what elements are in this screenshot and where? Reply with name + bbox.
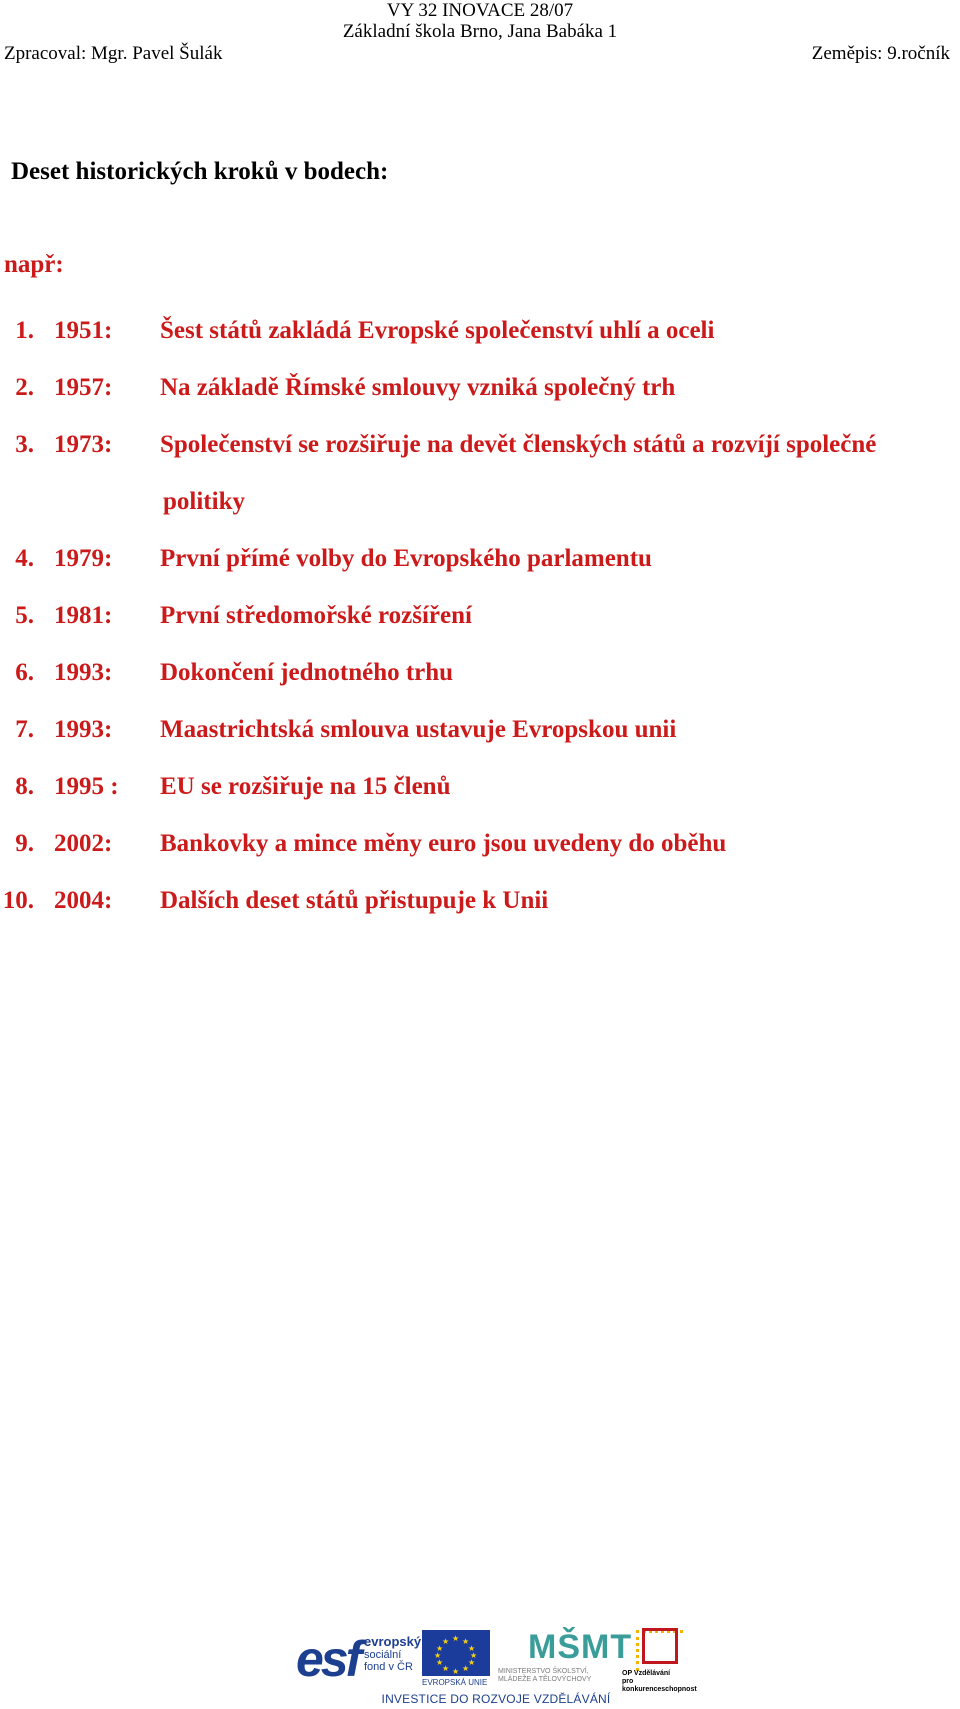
step-number: 9. [15,830,34,857]
esf-label [364,1636,421,1673]
esf-logo [296,1626,422,1688]
intro-label: např: [4,251,64,278]
msmt-logo [498,1628,633,1688]
op-label [622,1670,698,1694]
list-item [0,359,960,416]
msmt-mark-icon: MŠMT [528,1628,633,1666]
step-text: První středomořské rozšíření [160,602,472,629]
list-item [0,416,960,530]
step-year: 1951: [54,317,113,344]
author-line: Zpracoval: Mgr. Pavel Šulák [4,43,223,64]
list-item [0,872,960,929]
list-item [0,644,960,701]
msmt-label-line1: MINISTERSTVO ŠKOLSTVÍ, [498,1668,589,1675]
eu-label: EVROPSKÁ UNIE [422,1678,488,1687]
step-text: Šest států zakládá Evropské společenství uhlí a oceli [160,317,715,344]
esf-mark-icon: esf [296,1631,360,1687]
esf-label-line2: sociální [364,1649,402,1661]
op-frame-icon [642,1628,678,1664]
history-steps-list [0,302,960,929]
esf-label-line1: evropský [364,1634,422,1649]
step-number: 5. [15,602,34,629]
step-text: Bankovky a mince měny euro jsou uvedeny do oběhu [160,830,727,857]
step-year: 2002: [54,830,113,857]
step-year: 1973: [54,431,113,458]
step-year: 1993: [54,716,113,743]
funding-logos-bar [296,1626,696,1706]
step-text: Společenství se rozšiřuje na devět členských států a rozvíjí společné [160,431,877,458]
page-heading: Deset historických kroků v bodech: [11,158,389,185]
list-item [0,701,960,758]
step-number: 3. [15,431,34,458]
step-number: 10. [2,887,34,914]
step-year: 1981: [54,602,113,629]
op-label-line1: OP Vzdělávání [622,1670,671,1677]
school-name: Základní škola Brno, Jana Babáka 1 [342,21,618,42]
msmt-label-line2: MLÁDEŽE A TĚLOVÝCHOVY [498,1676,592,1683]
eu-logo [422,1630,492,1686]
step-text: EU se rozšiřuje na 15 členů [160,773,451,800]
step-number: 1. [15,317,34,344]
op-label-line2: pro konkurenceschopnost [622,1678,697,1693]
list-item [0,815,960,872]
step-year: 2004: [54,887,113,914]
step-text: Maastrichtská smlouva ustavuje Evropskou unii [160,716,677,743]
step-number: 2. [15,374,34,401]
step-year: 1995 : [54,773,119,800]
document-code: VY 32 INOVACE 28/07 [386,0,574,21]
list-item [0,587,960,644]
msmt-label [498,1668,591,1684]
step-number: 6. [15,659,34,686]
step-number: 8. [15,773,34,800]
step-text: První přímé volby do Evropského parlamentu [160,545,652,572]
step-text: Dokončení jednotného trhu [160,659,454,686]
list-item [0,530,960,587]
step-text: Na základě Římské smlouvy vzniká společný trh [160,374,676,401]
step-number: 7. [15,716,34,743]
step-year: 1979: [54,545,113,572]
step-text: Dalších deset států přistupuje k Unii [160,887,549,914]
op-vk-logo [622,1626,698,1693]
investment-slogan: INVESTICE DO ROZVOJE VZDĚLÁVÁNÍ [381,1692,611,1706]
esf-label-line3: fond v ČR [364,1661,413,1673]
list-item [0,758,960,815]
subject-line: Zeměpis: 9.ročník [811,43,950,64]
step-text-continuation: politiky [163,488,245,515]
eu-flag-icon: ★ ★ ★ ★ ★ ★ ★ ★ ★ ★ ★ ★ [422,1630,490,1676]
list-item [0,302,960,359]
step-number: 4. [15,545,34,572]
step-year: 1993: [54,659,113,686]
step-year: 1957: [54,374,113,401]
